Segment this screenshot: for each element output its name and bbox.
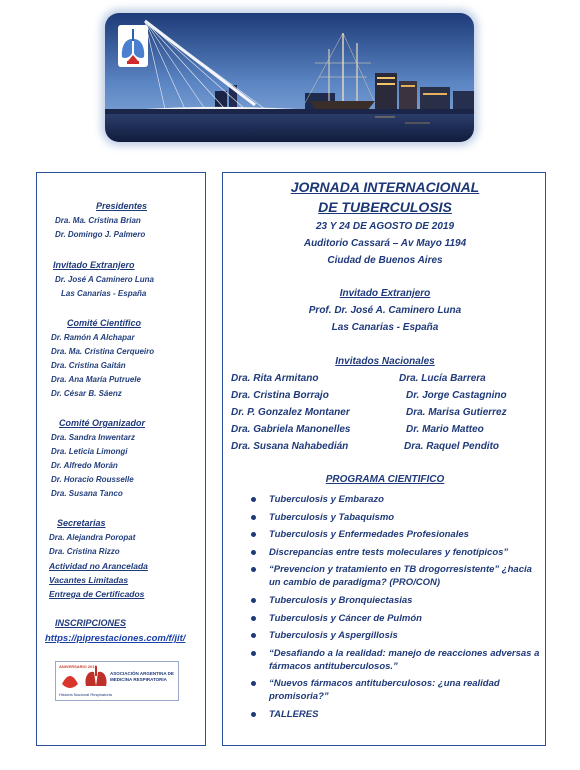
bullet-icon <box>251 497 256 502</box>
bullet-icon <box>251 567 256 572</box>
programa-item <box>247 594 543 607</box>
comite-organizador-item: Dra. Susana Tanco <box>51 489 123 498</box>
programa-item-text: Tuberculosis y Cáncer de Pulmón <box>269 612 422 624</box>
nacional-item: Dr. P. Gonzalez Montaner <box>231 407 350 418</box>
nacional-item: Dra. Gabriela Manonelles <box>231 424 351 435</box>
bullet-icon <box>251 532 256 537</box>
nacional-item: Dra. Lucía Barrera <box>399 373 486 384</box>
programa-list <box>247 493 543 726</box>
header-banner-photo <box>105 13 474 142</box>
presidente-item: Dr. Domingo J. Palmero <box>55 230 146 239</box>
event-panel <box>222 172 546 746</box>
secretarias-heading: Secretarias <box>57 518 106 528</box>
comite-cientifico-item: Dra. Ana María Putruele <box>51 375 141 384</box>
programa-item-text: “Prevencion y tratamiento en TB drogorresistente” ¿hacia un cambio de paradigma? (PRO/CON) <box>269 564 532 589</box>
programa-item-text: TALLERES <box>269 708 319 720</box>
invitado-name: Prof. Dr. José A. Caminero Luna <box>308 305 462 316</box>
lungs-logo <box>118 25 148 67</box>
invitado-item: Las Canarias - España <box>61 289 147 298</box>
nacional-item: Dr. Mario Matteo <box>406 424 484 435</box>
programa-item <box>247 629 543 642</box>
event-venue: Auditorio Cassará – Av Mayo 1194 <box>303 238 467 249</box>
event-title-line2: DE TUBERCULOSIS <box>318 199 452 215</box>
secretaria-item: Dra. Cristina Rizzo <box>49 547 120 556</box>
bullet-icon <box>251 598 256 603</box>
aamr-name: ASOCIACIÓN ARGENTINA DE MEDICINA RESPIRATORIA <box>110 671 174 682</box>
invitado-extranjero-main-heading: Invitado Extranjero <box>339 288 431 299</box>
comite-organizador-item: Dra. Leticia Limongi <box>51 447 128 456</box>
invitado-item: Dr. José A Caminero Luna <box>55 275 154 284</box>
presidentes-heading: Presidentes <box>96 201 148 211</box>
bullet-icon <box>251 515 256 520</box>
aniversario-text: ANIVERSARIO 2019 <box>59 664 97 669</box>
programa-item <box>247 677 543 703</box>
programa-heading: PROGRAMA CIENTIFICO <box>325 474 445 485</box>
nacional-item: Dra. Cristina Borrajo <box>231 390 329 401</box>
event-title-line1: JORNADA INTERNACIONAL <box>290 179 480 195</box>
programa-item-text: Discrepancias entre tests moleculares y fenotípicos” <box>269 546 509 558</box>
programa-item-text: Tuberculosis y Embarazo <box>269 494 384 505</box>
comite-organizador-item: Dra. Sandra Inwentarz <box>51 433 136 442</box>
programa-item <box>247 511 543 524</box>
invitados-nacionales-heading: Invitados Nacionales <box>335 356 435 367</box>
programa-item <box>247 546 543 559</box>
comite-cientifico-item: Dr. César B. Sáenz <box>51 389 122 398</box>
programa-item-text: “Desafiando a la realidad: manejo de reacciones adversas a fármacos antituberculosos.” <box>269 647 540 672</box>
bullet-icon <box>251 712 256 717</box>
note-arancelada: Actividad no Arancelada <box>49 561 148 571</box>
inscripciones-heading: INSCRIPCIONES <box>55 618 127 628</box>
invitado-place: Las Canarias - España <box>331 322 439 333</box>
inscripciones-link[interactable]: https://piprestaciones.com/f/jit/ <box>45 633 186 644</box>
logo-bottom-text: Historia Nacional Respiratoria <box>59 692 112 697</box>
comite-cientifico-item: Dra. Ma. Cristina Cerqueiro <box>51 347 155 356</box>
bullet-icon <box>251 616 256 621</box>
programa-item <box>247 493 543 506</box>
nacional-item: Dr. Jorge Castagnino <box>406 390 507 401</box>
programa-item-text: Tuberculosis y Aspergillosis <box>269 630 398 642</box>
programa-item-text: Tuberculosis y Tabaquismo <box>269 511 395 523</box>
presidente-item: Dra. Ma. Cristina Brian <box>55 216 141 225</box>
event-city: Ciudad de Buenos Aires <box>327 255 443 266</box>
programa-item-text: Tuberculosis y Enfermedades Profesionales <box>269 529 469 541</box>
bullet-icon <box>251 651 256 656</box>
programa-item <box>247 563 543 589</box>
comite-organizador-heading: Comité Organizador <box>59 418 146 428</box>
bullet-icon <box>251 633 256 638</box>
aamr-logo <box>55 661 179 701</box>
comite-cientifico-heading: Comité Científico <box>67 318 142 328</box>
comite-cientifico-item: Dra. Cristina Gaitán <box>51 361 126 370</box>
event-dates: 23 Y 24 DE AGOSTO DE 2019 <box>315 221 455 232</box>
bullet-icon <box>251 550 256 555</box>
note-certificados: Entrega de Certificados <box>49 589 145 599</box>
invitado-extranjero-heading: Invitado Extranjero <box>53 260 135 270</box>
bullet-icon <box>251 681 256 686</box>
secretaria-item: Dra. Alejandra Poropat <box>49 533 136 542</box>
comite-organizador-item: Dr. Horacio Rousselle <box>51 475 134 484</box>
nacional-item: Dra. Marisa Gutierrez <box>406 407 507 418</box>
programa-item <box>247 647 543 673</box>
nacional-item: Dra. Rita Armitano <box>231 373 319 384</box>
nacional-item: Dra. Susana Nahabedián <box>231 441 349 452</box>
comite-cientifico-item: Dr. Ramón A Alchapar <box>51 333 135 342</box>
programa-item <box>247 612 543 625</box>
nacional-item: Dra. Raquel Pendito <box>404 441 500 452</box>
programa-item-text: Tuberculosis y Bronquiectasias <box>269 594 413 606</box>
programa-item-text: “Nuevos fármacos antituberculosos: ¿una realidad promisoria?” <box>269 678 500 703</box>
programa-item <box>247 528 543 541</box>
committee-panel <box>36 172 206 746</box>
note-vacantes: Vacantes Limitadas <box>49 575 129 585</box>
programa-item <box>247 708 543 721</box>
comite-organizador-item: Dr. Alfredo Morán <box>51 461 118 470</box>
